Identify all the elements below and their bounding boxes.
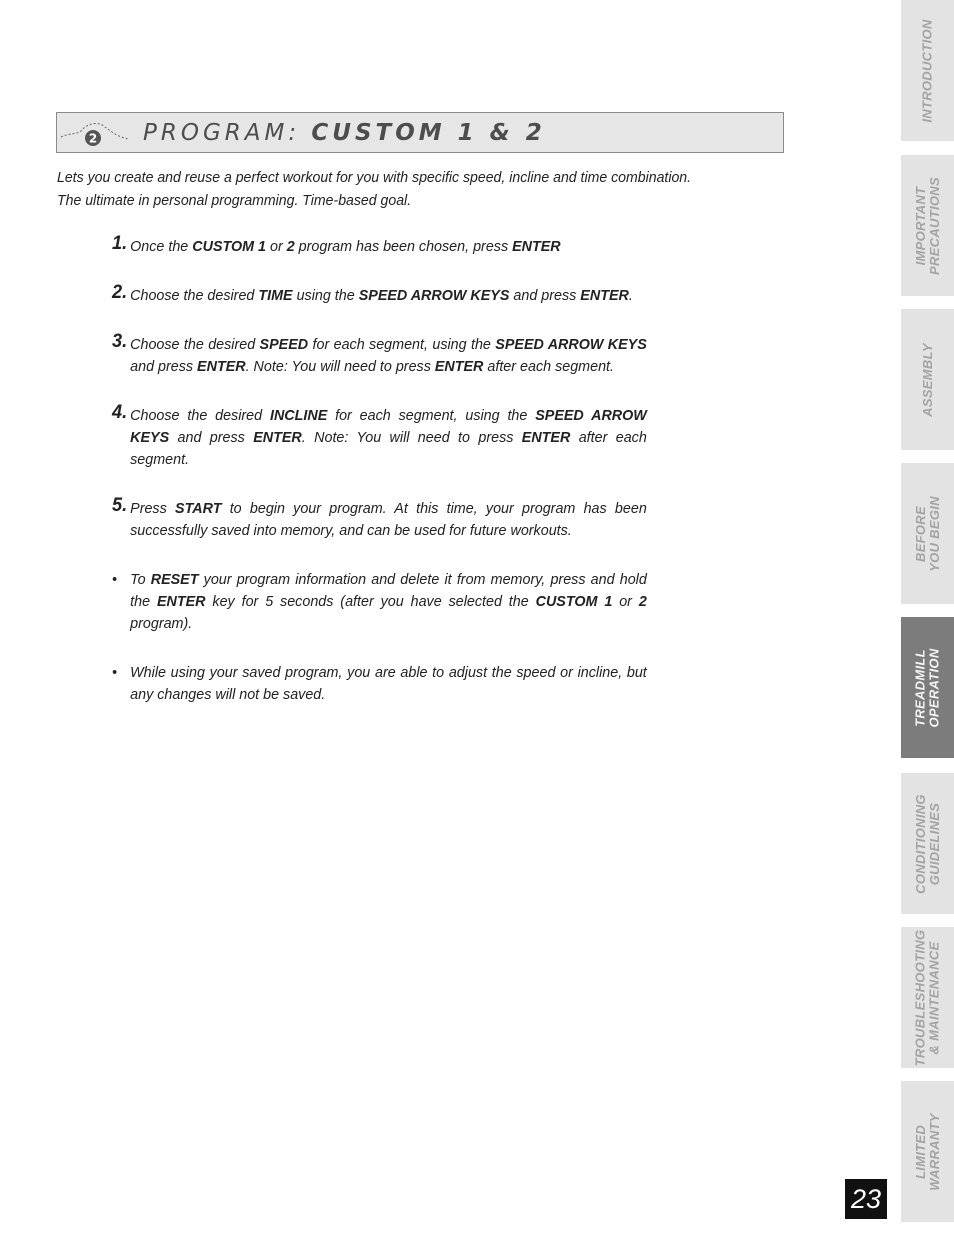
key-term: ENTER — [197, 358, 246, 375]
step-text: or — [266, 238, 287, 255]
side-tab-label — [914, 496, 942, 572]
step-text: While using your saved program, you are able to adjust the speed or incline, but any changes will not be saved. — [130, 664, 647, 703]
side-tab-label — [914, 929, 942, 1066]
step-text: your program information and delete it from memory, press and hold the — [130, 571, 647, 610]
step-text: and press — [130, 358, 198, 375]
section-header — [56, 112, 784, 153]
side-tab[interactable] — [901, 155, 954, 296]
step-text: and press — [509, 287, 581, 304]
key-term: CUSTOM 1 — [535, 593, 613, 610]
side-tab-label-line: TREADMILL — [912, 648, 928, 727]
step-item — [112, 282, 647, 307]
title-prefix: PROGRAM: — [143, 120, 312, 146]
step-number: 2. — [112, 282, 128, 303]
step-text: for each segment, using the — [327, 407, 536, 424]
side-tab-label-line: CONDITIONING — [912, 793, 928, 894]
side-tab-label — [914, 177, 942, 275]
step-number: 5. — [112, 495, 128, 516]
step-text: Press — [130, 500, 176, 517]
bullet-item — [112, 569, 647, 635]
step-text: . Note: You will need to press — [245, 358, 435, 375]
side-tab-label-line: INTRODUCTION — [919, 18, 935, 123]
page-number: 23 — [845, 1179, 887, 1219]
step-text: . — [628, 287, 633, 304]
key-term: 2 — [286, 238, 295, 255]
step-item — [112, 331, 647, 378]
step-text: and press — [169, 429, 254, 446]
side-tab-label-line: LIMITED — [912, 1124, 928, 1179]
key-term: START — [175, 500, 222, 517]
side-tab-label-line: WARRANTY — [926, 1112, 942, 1191]
step-text: for each segment, using the — [308, 336, 496, 353]
bullet-marker: • — [112, 571, 118, 588]
side-tab-label-line: ASSEMBLY — [919, 342, 935, 417]
step-text: Choose the desired — [130, 336, 260, 353]
step-text: key for 5 seconds (after you have selected the — [205, 593, 536, 610]
side-tab[interactable] — [901, 1081, 954, 1222]
key-term: RESET — [150, 571, 199, 588]
step-text: to begin your program. At this time, your program has been successfully saved into memory, and can be used for future workouts. — [130, 500, 647, 539]
title-main: CUSTOM 1 & 2 — [311, 120, 546, 146]
step-number: 1. — [112, 233, 128, 254]
side-tab[interactable] — [901, 773, 954, 914]
key-term: INCLINE — [269, 407, 328, 424]
side-tab-label — [914, 794, 942, 894]
step-text: after each segment. — [483, 358, 615, 375]
step-text: Choose the desired — [130, 407, 270, 424]
step-text: Choose the desired — [130, 287, 259, 304]
page-title — [143, 120, 546, 146]
side-tab-label — [914, 1113, 942, 1191]
step-text: program). — [130, 615, 193, 632]
key-term: SPEED ARROW KEYS — [130, 407, 647, 446]
key-term: TIME — [258, 287, 293, 304]
side-tab-label-line: YOU BEGIN — [926, 495, 942, 572]
instruction-list — [112, 233, 647, 733]
bullet-item — [112, 662, 647, 706]
side-tab[interactable] — [901, 463, 954, 604]
step-text: after each segment. — [130, 429, 647, 468]
intro-text — [57, 166, 715, 212]
program-badge-icon — [59, 119, 131, 147]
side-tab-label-line: GUIDELINES — [926, 802, 942, 885]
key-term: ENTER — [580, 287, 629, 304]
key-term: ENTER — [253, 429, 302, 446]
side-tab[interactable] — [901, 309, 954, 450]
section-tabs — [901, 0, 954, 1235]
side-tab-label — [921, 343, 935, 417]
side-tab-label-line: TROUBLESHOOTING — [912, 929, 928, 1066]
side-tab-label — [921, 19, 935, 122]
step-text: or — [612, 593, 639, 610]
key-term: ENTER — [512, 238, 561, 255]
intro-line-1: Lets you create and reuse a perfect workout for you with specific speed, incline and time combination. — [57, 169, 692, 186]
step-number: 4. — [112, 402, 128, 423]
key-term: SPEED — [259, 336, 309, 353]
step-text: To — [130, 571, 151, 588]
step-item — [112, 402, 647, 471]
side-tab-label-line: OPERATION — [926, 647, 942, 728]
step-text: Once the — [130, 238, 193, 255]
step-item — [112, 233, 647, 258]
step-badge-number: 2 — [88, 131, 98, 146]
side-tab-label-line: PRECAUTIONS — [926, 176, 942, 275]
step-text: using the — [292, 287, 359, 304]
step-text: . Note: You will need to press — [301, 429, 522, 446]
side-tab-label-line: BEFORE — [912, 505, 928, 562]
side-tab-label-line: & MAINTENANCE — [926, 941, 942, 1054]
step-item — [112, 495, 647, 542]
side-tab[interactable] — [901, 617, 954, 758]
key-term: SPEED ARROW KEYS — [358, 287, 510, 304]
step-text: program has been chosen, press — [294, 238, 513, 255]
step-number: 3. — [112, 331, 128, 352]
key-term: 2 — [638, 593, 647, 610]
side-tab[interactable] — [901, 0, 954, 141]
bullet-marker: • — [112, 664, 118, 681]
key-term: CUSTOM 1 — [192, 238, 267, 255]
key-term: ENTER — [521, 429, 571, 446]
key-term: SPEED ARROW KEYS — [495, 336, 647, 353]
intro-line-2: The ultimate in personal programming. Time-based goal. — [57, 192, 412, 209]
key-term: ENTER — [434, 358, 484, 375]
side-tab[interactable] — [901, 927, 954, 1068]
side-tab-label — [914, 648, 942, 727]
side-tab-label-line: IMPORTANT — [912, 186, 928, 265]
key-term: ENTER — [156, 593, 206, 610]
